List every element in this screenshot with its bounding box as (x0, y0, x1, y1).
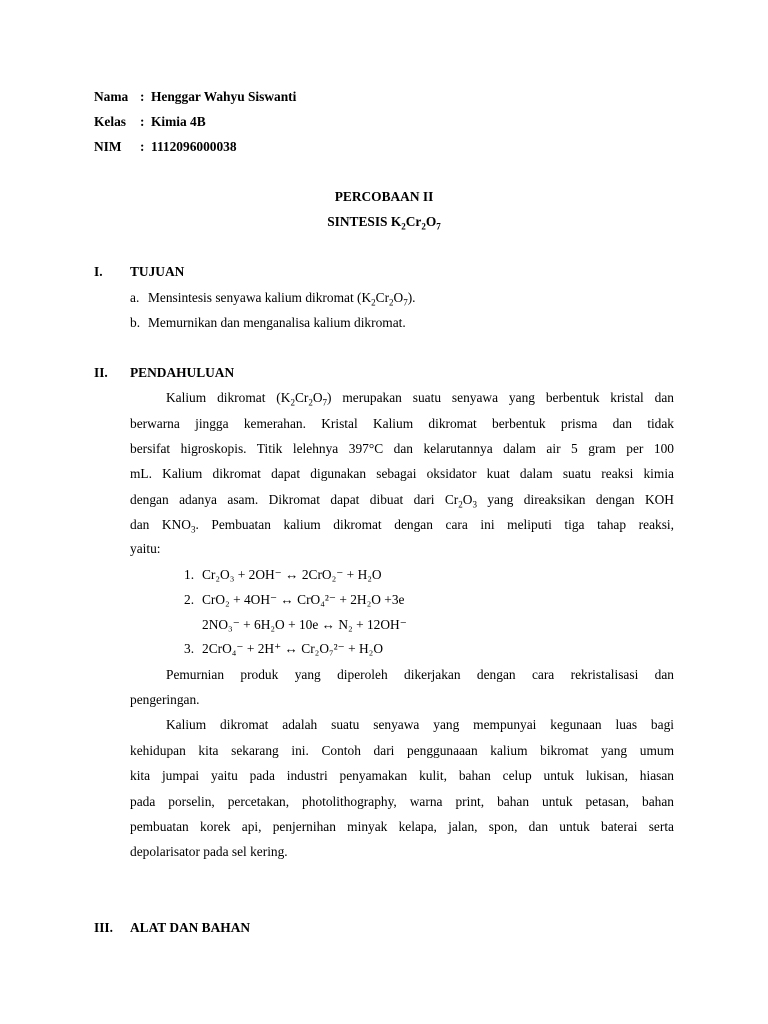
intro-line-6: dan $KNO_3$. Pembuatan kalium dikromat dengan cara ini meliputi tiga tahap reaksi, (130, 517, 674, 535)
reaction-1-number: 1. (184, 567, 195, 582)
section-2-title: PENDAHULUAN (130, 365, 235, 380)
experiment-subtitle: SINTESIS $K_2Cr_2O_7$ (327, 214, 441, 232)
uses-line-4: pada porselin, percetakan, photolithography, warna print, bahan untuk petasan, bahan (130, 794, 674, 809)
class-value: Kimia 4B (151, 114, 206, 129)
objective-a-marker: a. (130, 290, 140, 305)
class-label: Kelas (94, 114, 126, 129)
name-value: Henggar Wahyu Siswanti (151, 89, 297, 104)
objective-a: Mensintesis senyawa kalium dikromat $(K_2Cr_2O_7)$. (148, 290, 416, 308)
reaction-2a: CrO₂ + 4OH⁻ ↔ CrO₄²⁻ + 2H₂O +3e (202, 592, 405, 607)
intro-line-3: bersifat higroskopis. Titik lelehnya 397°C dan kelarutannya dalam air 5 gram per 100 (130, 441, 674, 456)
section-1-number: I. (94, 264, 103, 279)
reaction-2-number: 2. (184, 592, 195, 607)
uses-line-6: depolarisator pada sel kering. (130, 844, 288, 859)
objective-b-marker: b. (130, 315, 141, 330)
nim-value: 1112096000038 (151, 139, 237, 154)
uses-line-3: kita jumpai yaitu pada industri penyamakan kulit, bahan celup untuk lukisan, hiasan (130, 768, 674, 783)
intro-line-4: mL. Kalium dikromat dapat digunakan sebagai oksidator kuat dalam suatu reaksi kimia (130, 466, 674, 481)
section-3-number: III. (94, 920, 113, 935)
experiment-title: PERCOBAAN II (334, 189, 434, 204)
nim-colon: : (140, 139, 145, 154)
uses-line-5: pembuatan korek api, penjernihan minyak kelapa, jalan, spon, dan untuk baterai serta (130, 819, 674, 834)
intro-line-2: berwarna jingga kemerahan. Kristal Kalium dikromat berbentuk prisma dan tidak (130, 416, 674, 431)
nim-label: NIM (94, 139, 122, 154)
reaction-1: Cr₂O₃ + 2OH⁻ ↔ 2CrO₂⁻ + H₂O (202, 567, 382, 582)
name-label: Nama (94, 89, 129, 104)
objective-b: Memurnikan dan menganalisa kalium dikromat. (148, 315, 406, 330)
name-colon: : (140, 89, 145, 104)
class-colon: : (140, 114, 145, 129)
purification-line-1: Pemurnian produk yang diperoleh dikerjakan dengan cara rekristalisasi dan (166, 667, 674, 682)
reaction-3-number: 3. (184, 641, 195, 656)
intro-line-5: dengan adanya asam. Dikromat dapat dibuat dari $Cr_2O_3$ yang direaksikan dengan KOH (130, 492, 674, 510)
reaction-2b: 2NO₃⁻ + 6H₂O + 10e ↔ N₂ + 12OH⁻ (202, 617, 407, 632)
purification-line-2: pengeringan. (130, 692, 200, 707)
section-3-title: ALAT DAN BAHAN (130, 920, 251, 935)
uses-line-2: kehidupan kita sekarang ini. Contoh dari penggunaaan kalium bikromat yang umum (130, 743, 674, 758)
section-2-number: II. (94, 365, 108, 380)
section-1-title: TUJUAN (130, 264, 185, 279)
reaction-3: 2CrO₄⁻ + 2H⁺ ↔ Cr₂O₇²⁻ + H₂O (202, 641, 383, 656)
intro-line-7: yaitu: (130, 541, 161, 556)
intro-line-1: Kalium dikromat $(K_2Cr_2O_7)$ merupakan suatu senyawa yang berbentuk kristal dan (166, 390, 675, 408)
uses-line-1: Kalium dikromat adalah suatu senyawa yang mempunyai kegunaan luas bagi (166, 717, 674, 732)
